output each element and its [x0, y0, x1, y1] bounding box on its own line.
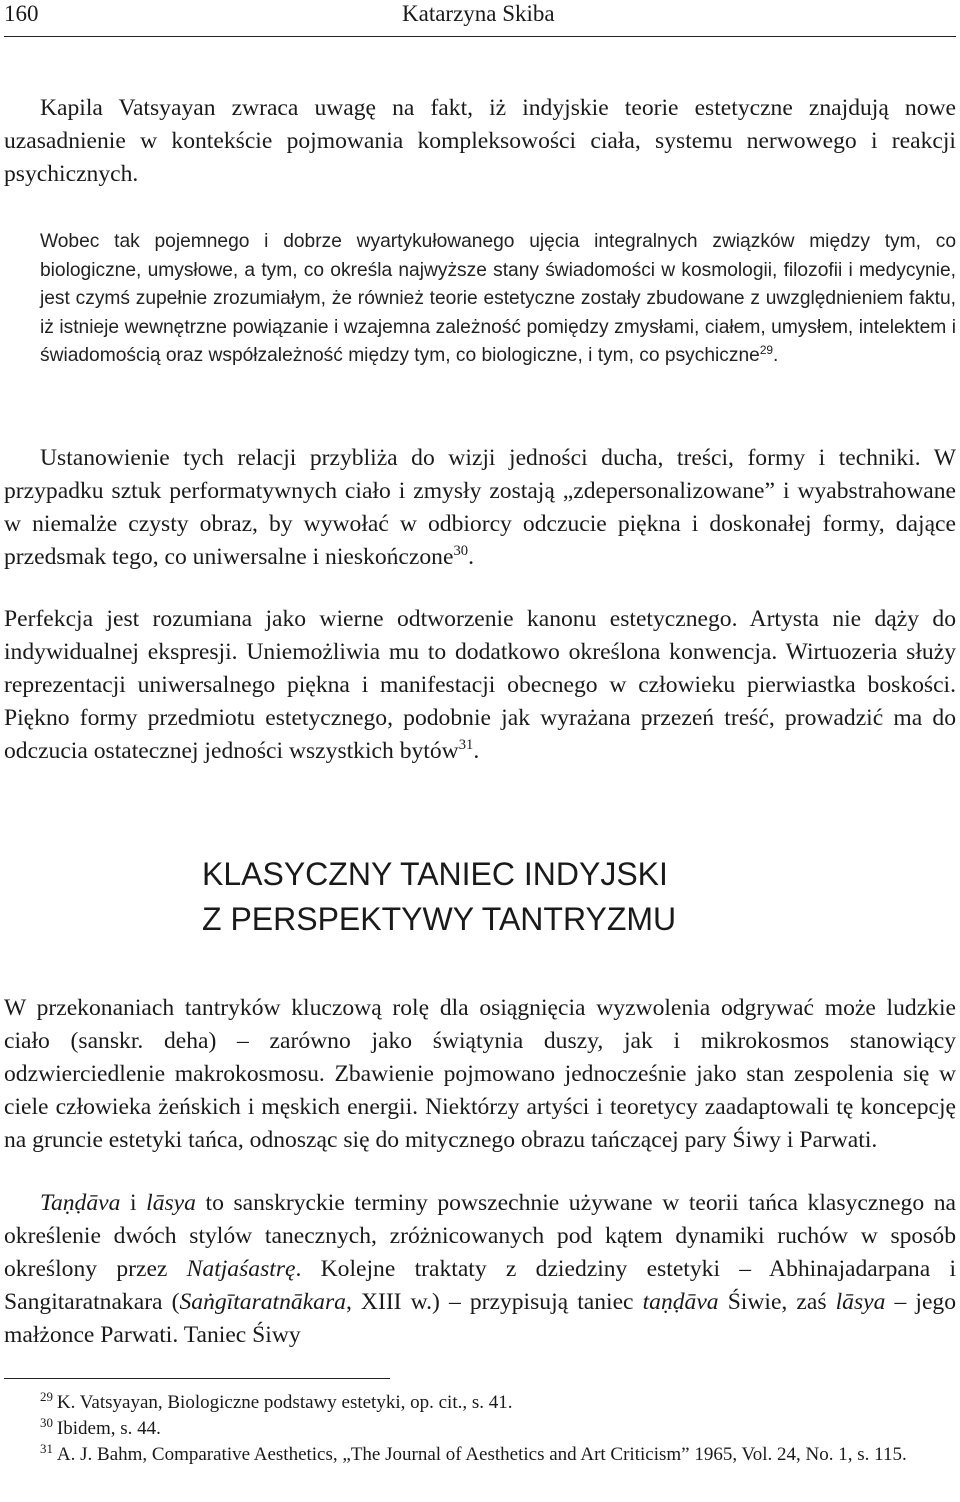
text-run: , XIII w.) – przypisują taniec	[345, 1289, 643, 1315]
term-lasya: lāsya	[146, 1190, 196, 1216]
footnote-number: 29	[40, 1388, 53, 1404]
text-run: . Kolejne traktaty z dziedziny estetyki – Abhinajadarpana i Sangitaratnakara (	[4, 1256, 956, 1315]
block-quote-end: .	[773, 345, 779, 367]
footnote-text: Ibidem, s. 44.	[56, 1418, 161, 1439]
term-lasya: lāsya	[835, 1289, 886, 1315]
footnote-30	[4, 1416, 956, 1442]
term-sangitaratnakara: Saṅgītaratnākara	[179, 1289, 346, 1315]
footnote-text: K. Vatsyayan, Biologiczne podstawy estetyki, op. cit., s. 41.	[56, 1392, 513, 1413]
footnote-number: 31	[40, 1440, 53, 1456]
footnote-ref-31: 31	[458, 737, 474, 754]
paragraph-perfection-text: Perfekcja jest rozumiana jako wierne odtworzenie kanonu estetycznego. Artysta nie dąży do indywidualnej ekspresji. Uniemożliwia mu to dodatkowo określona konwencja. Wirtuozeria służy reprezentacji uniwersalnego piękna i manifestacji obecnego w człowieku pierwiastka boskości. Piękno formy przedmiotu estetycznego, podobnie jak wyrażana przezeń treść, prowadzić ma do odczucia ostatecznej jedności wszystkich bytów	[4, 606, 956, 764]
term-natjasastra: Natjaśastrę	[186, 1256, 296, 1282]
term-tandava: Taṇḍāva	[40, 1190, 121, 1216]
text-run: to sanskryckie terminy powszechnie używane w teorii tańca klasycznego na określenie dwóch stylów tanecznych, zróżnicowanych pod kątem dynamiki ruchów w sposób określony przez	[4, 1190, 956, 1282]
text-run: – jego małżonce Parwati. Taniec Śiwy	[4, 1289, 957, 1348]
section-heading-line-1: KLASYCZNY TANIEC INDYJSKI	[202, 856, 668, 892]
block-quote-text: Wobec tak pojemnego i dobrze wyartykułowanego ujęcia integralnych związków między tym, co biologiczne, umysłowe, a tym, co określa najwyższe stany świadomości w kosmologii, filozofii i medycynie, jest czymś zupełnie zrozumiałym, że również teorie estetyczne zostały zbudowane z uwzględnieniem faktu, iż istnieje wewnętrzne powiązanie i wzajemna zależność pomiędzy zmysłami, ciałem, umysłem, intelektem i świadomością oraz współzależność między tym, co biologiczne, i tym, co psychiczne	[40, 231, 956, 367]
paragraph-intro-text: Kapila Vatsyayan zwraca uwagę na fakt, iż indyjskie teorie estetyczne znajdują nowe uzasadnienie w kontekście pojmowania kompleksowości ciała, systemu nerwowego i reakcji psychicznych.	[4, 95, 956, 187]
block-quote	[40, 228, 956, 371]
paragraph-tantra-text: W przekonaniach tantryków kluczową rolę dla osiągnięcia wyzwolenia odgrywać może ludzkie ciało (sanskr. deha) – zarówno jako świątynia duszy, jak i mikrokosmos stanowiący odzwierciedlenie makrokosmosu. Zbawienie pojmowano jednocześnie jako stan zespolenia się w ciele człowieka żeńskich i męskich energii. Niektórzy artyści i teoretycy zaadaptowali tę koncepcję na gruncie estetyki tańca, odnosząc się do mitycznego obrazu tańczącej pary Śiwy i Parwati.	[4, 995, 956, 1153]
paragraph-tantra	[4, 992, 956, 1157]
running-header	[4, 0, 956, 37]
running-header-author: Katarzyna Skiba	[402, 1, 555, 26]
footnote-text: A. J. Bahm, Comparative Aesthetics, „The Journal of Aesthetics and Art Criticism” 1965, Vol. 24, No. 1, s. 115.	[56, 1444, 907, 1465]
paragraph-perfection	[4, 603, 956, 768]
footnote-29	[4, 1390, 956, 1416]
page-number: 160	[4, 1, 39, 26]
text-run: i	[120, 1190, 147, 1216]
term-tandava: taṇḍāva	[642, 1289, 719, 1315]
paragraph-relations-text: Ustanowienie tych relacji przybliża do wizji jedności ducha, treści, formy i techniki. W przypadku sztuk performatywnych ciało i zmysły zostają „zdepersonalizowane” i wyabstrahowane w niemalże czysty obraz, by wywołać w odbiorcy odczucie piękna i doskonałej formy, dające przedsmak tego, co uniwersalne i nieskończone	[4, 445, 956, 570]
text-run: Śiwie, zaś	[718, 1289, 836, 1315]
paragraph-relations	[4, 442, 956, 574]
paragraph-relations-end: .	[468, 544, 474, 570]
paragraph-intro	[4, 92, 956, 191]
footnote-number: 30	[40, 1414, 53, 1430]
footnotes	[4, 1390, 956, 1468]
footnote-ref-29: 29	[759, 343, 774, 358]
footnote-ref-30: 30	[453, 543, 469, 560]
paragraph-tandava-lasya	[4, 1187, 956, 1352]
section-heading	[202, 852, 676, 942]
footnote-31	[4, 1442, 956, 1468]
section-heading-line-2: Z PERSPEKTYWY TANTRYZMU	[202, 901, 677, 937]
paragraph-perfection-end: .	[473, 738, 480, 764]
footnote-separator	[4, 1378, 390, 1379]
